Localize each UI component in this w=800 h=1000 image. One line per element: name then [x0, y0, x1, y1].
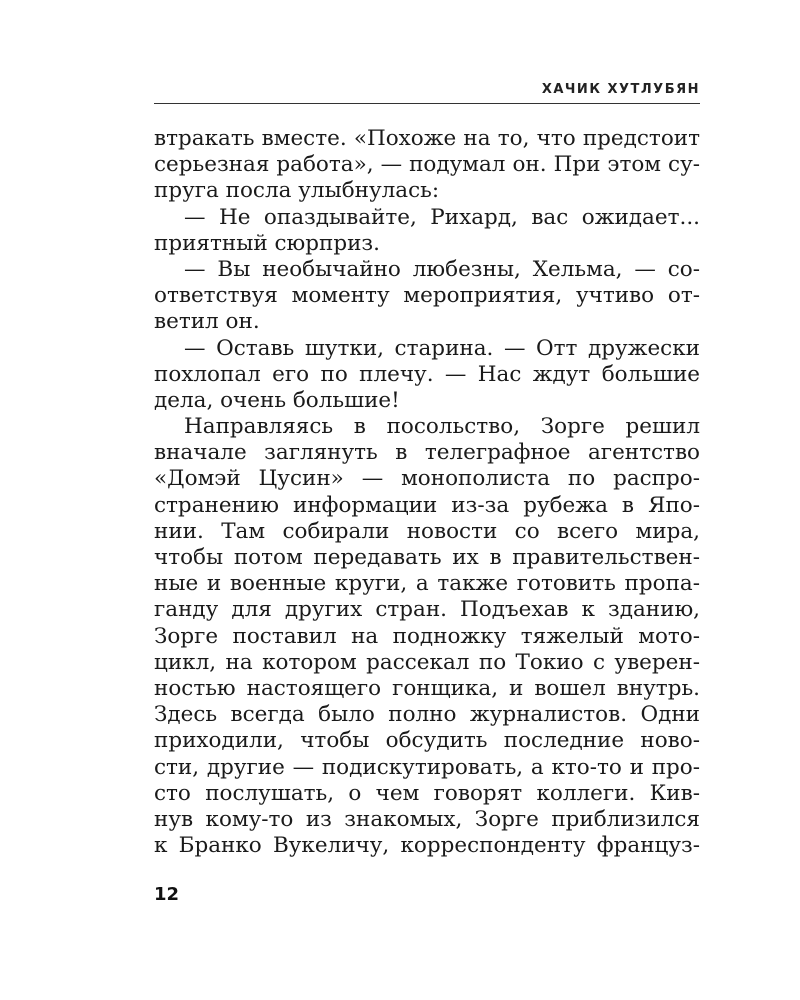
text-line: нув кому-то из знакомых, Зорге приблизился	[154, 806, 700, 832]
text-line: ответствуя моменту мероприятия, учтиво от-	[154, 283, 700, 309]
body-text	[154, 126, 700, 859]
text-line: Зорге поставил на подножку тяжелый мото-	[154, 623, 700, 649]
text-line: Здесь всегда было полно журналистов. Одни	[154, 702, 700, 728]
text-line: сто послушать, о чем говорят коллеги. Кив-	[154, 780, 700, 806]
text-line: ветил он.	[154, 309, 260, 335]
text-line: — Вы необычайно любезны, Хельма, — со-	[184, 256, 700, 282]
text-line: «Домэй Цусин» — монополиста по распро-	[154, 466, 700, 492]
text-line: ные и военные круги, а также готовить пропа-	[154, 571, 700, 597]
text-line: серьезная работа», — подумал он. При этом су-	[154, 152, 700, 178]
text-line: приятный сюрприз.	[154, 230, 380, 256]
text-line: вначале заглянуть в телеграфное агентство	[154, 440, 700, 466]
text-line: нии. Там собирали новости со всего мира,	[154, 518, 700, 544]
text-line: пруга посла улыбнулась:	[154, 178, 440, 204]
text-line: Направляясь в посольство, Зорге решил	[184, 414, 700, 440]
text-line: сти, другие — подискутировать, а кто-то и про-	[154, 754, 700, 780]
text-line: — Оставь шутки, старина. — Отт дружески	[184, 335, 700, 361]
text-line: — Не опаздывайте, Рихард, вас ожидает...	[184, 204, 700, 230]
running-head-author: ХАЧИК ХУТЛУБЯН	[541, 82, 700, 97]
text-line: похлопал его по плечу. — Нас ждут большие	[154, 361, 700, 387]
page-number: 12	[154, 884, 180, 905]
text-line: цикл, на котором рассекал по Токио с уверен-	[154, 649, 700, 675]
text-line: чтобы потом передавать их в правительствен-	[154, 545, 700, 570]
text-line: приходили, чтобы обсудить последние ново-	[154, 728, 700, 754]
header-rule	[154, 103, 700, 104]
text-line: ганду для других стран. Подъехав к зданию,	[154, 597, 700, 623]
text-line: странению информации из-за рубежа в Япо-	[154, 492, 700, 518]
text-line: ностью настоящего гонщика, и вошел внутрь.	[154, 675, 700, 701]
text-line: втракать вместе. «Похоже на то, что предстоит	[154, 126, 700, 151]
text-line: дела, очень большие!	[154, 387, 400, 413]
text-line: к Бранко Вукеличу, корреспонденту француз-	[154, 833, 700, 859]
